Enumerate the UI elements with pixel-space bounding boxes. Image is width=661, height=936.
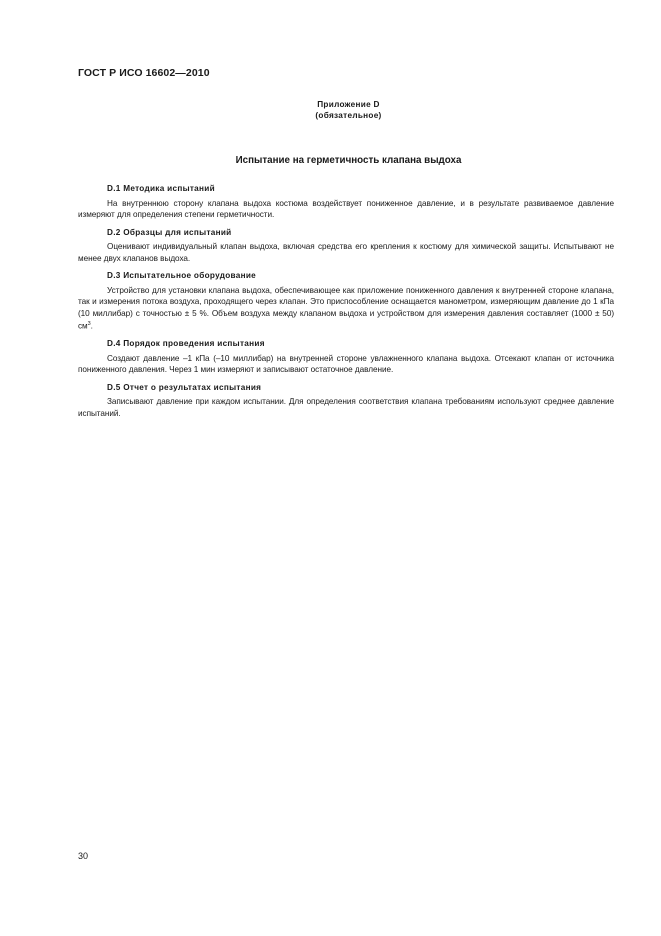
section-text-tail: . (90, 321, 93, 331)
section-heading: D.4 Порядок проведения испытания (107, 339, 265, 349)
section-text: На внутреннюю сторону клапана выдоха костюма воздействует пониженное давление, и в результате развиваемое давление измеряют для определения степени герметичности. (78, 198, 614, 219)
section-text (78, 285, 614, 333)
section-text-body: Устройство для установки клапана выдоха, обеспечивающее как приложение пониженного давления к внутренней стороне клапана, так и измерения потока воздуха, проходящего через клапан. Это приспособление оснащается манометром, измеряющим давление до 1 кПа (10 миллибар) с точностью ± 5 %. Объем воздуха между клапаном выдоха и устройством для измерения давления составляет (1000 ± 50) см (78, 285, 614, 331)
section-text: Оценивают индивидуальный клапан выдоха, включая средства его крепления к костюму для химической защиты. Испытывают не менее двух клапанов выдоха. (78, 242, 614, 263)
annex-status: (обязательное) (315, 111, 382, 120)
section-d3 (78, 270, 614, 332)
section-heading: D.5 Отчет о результатах испытания (107, 382, 262, 392)
annex-label: Приложение D (317, 100, 380, 109)
annex-heading (0, 99, 661, 121)
section-heading: D.2 Образцы для испытаний (107, 227, 232, 237)
section-d5 (78, 382, 614, 420)
section-text: Записывают давление при каждом испытании. Для определения соответствия клапана требованиям используют среднее давление испытаний. (78, 397, 614, 418)
section-heading: D.1 Методика испытаний (107, 184, 215, 193)
section-text: Создают давление –1 кПа (–10 миллибар) на внутренней стороне увлажненного клапана выдоха. Отсекают клапан от источника пониженного давления. Через 1 мин измеряют и записывают остаточное давление. (78, 353, 614, 375)
page-number: 30 (78, 851, 89, 861)
document-code: ГОСТ Р ИСО 16602—2010 (78, 67, 210, 79)
annex-title: Испытание на герметичность клапана выдоха (235, 155, 462, 166)
section-d2 (78, 227, 614, 265)
superscript-exponent: 3 (87, 321, 91, 327)
annex-content (78, 183, 614, 425)
section-heading: D.3 Испытательное оборудование (107, 271, 257, 280)
section-d4 (78, 338, 614, 376)
section-d1 (78, 183, 614, 221)
